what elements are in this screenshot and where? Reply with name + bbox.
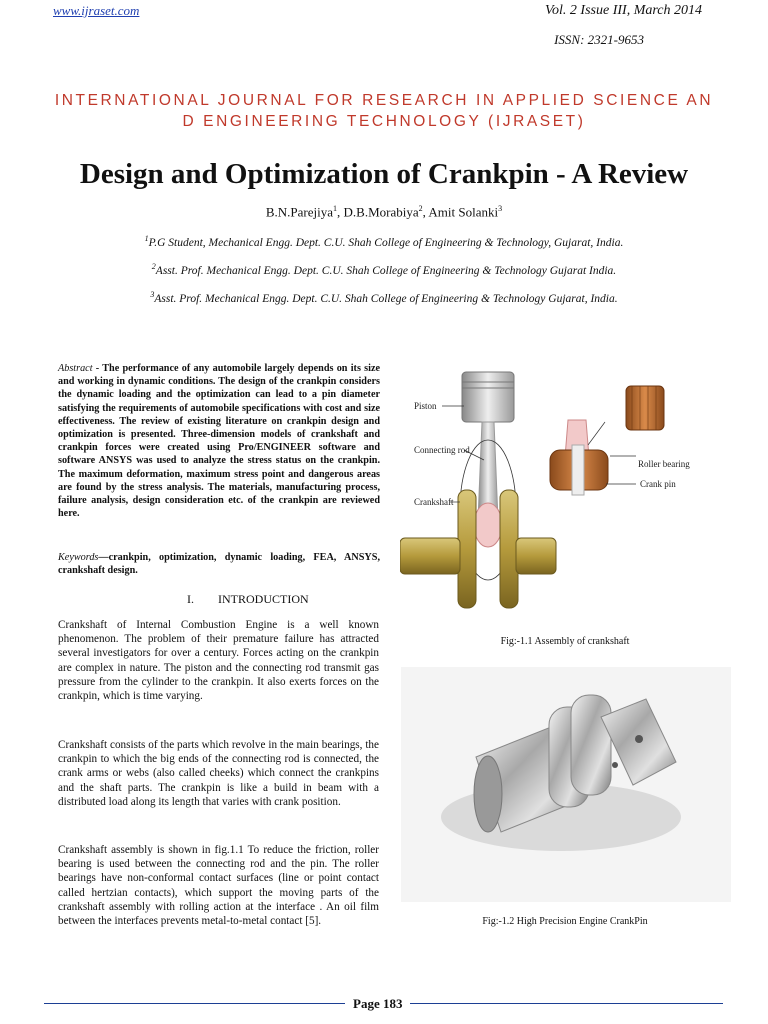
figure-crankshaft-assembly xyxy=(400,350,730,630)
affiliation-text: Asst. Prof. Mechanical Engg. Dept. C.U. Shah College of Engineering & Technology Gujarat India. xyxy=(155,264,617,277)
keywords-text: —crankpin, optimization, dynamic loading, FEA, ANSYS, crankshaft design. xyxy=(58,552,380,577)
section-title: INTRODUCTION xyxy=(218,592,309,606)
section-number: I. xyxy=(187,592,194,606)
journal-website-link[interactable]: www.ijraset.com xyxy=(53,3,140,18)
label-roller-bearing: Roller bearing xyxy=(638,459,690,469)
author-name: Amit Solanki xyxy=(428,204,499,220)
figure-2-caption: Fig:-1.2 High Precision Engine CrankPin xyxy=(482,916,648,927)
crankshaft-assembly-illustration xyxy=(400,350,730,630)
affiliation-sup: 1 xyxy=(144,234,149,243)
author-name: B.N.Parejiya xyxy=(265,204,334,220)
label-connecting-rod: Connecting rod xyxy=(414,445,470,455)
journal-name-line-2: D ENGINEERING TECHNOLOGY (IJRASET) xyxy=(182,113,586,130)
figure-1-caption: Fig:-1.1 Assembly of crankshaft xyxy=(500,636,630,647)
label-crankshaft: Crankshaft xyxy=(414,497,454,507)
affiliation-sup: 3 xyxy=(150,290,155,299)
author-sup: 2 xyxy=(418,204,423,213)
affiliation-sup: 2 xyxy=(151,262,156,271)
affiliation-3 xyxy=(0,290,768,305)
abstract-lead: Abstract xyxy=(58,363,93,374)
journal-name xyxy=(40,90,728,132)
affiliation-text: Asst. Prof. Mechanical Engg. Dept. C.U. Shah College of Engineering & Technology Gujarat, India. xyxy=(154,292,618,305)
affiliation-2 xyxy=(0,262,768,277)
author-sup: 1 xyxy=(333,204,338,213)
journal-name-line-1: INTERNATIONAL JOURNAL FOR RESEARCH IN APPLIED SCIENCE AN xyxy=(54,92,714,109)
label-piston: Piston xyxy=(414,401,437,411)
affiliation-1 xyxy=(0,234,768,249)
intro-paragraph-2: Crankshaft consists of the parts which revolve in the main bearings, the crankpin to which the big ends of the connecting rod is connected, the crank arms or webs (also called cheeks) which connect the crankpins and the shaft parts. The crankpin is like a build in beam with a distributed load along its length that varies with crank position. xyxy=(58,739,379,808)
paper-title: Design and Optimization of Crankpin - A Review xyxy=(79,158,689,190)
intro-paragraph-1: Crankshaft of Internal Combustion Engine is a well known phenomenon. The problem of their premature failure has attracted several investigators for over a century. Forces acting on the crankpin are complex in nature. The piston and the connecting rod transmit gas pressure from the cylinder to the crankpin. It also exerts forces on the crankpin, which is time varying. xyxy=(58,619,379,703)
author-name: D.B.Morabiya xyxy=(343,204,419,220)
abstract-text: - The performance of any automobile largely depends on its size and working in dynamic conditions. The design of the crankpin considers the dynamic loading and the optimization can lead to a pin diameter satisfying the requirements of automobile specifications with cost and size effectiveness. The review of existing literature on crankpin design and optimization is presented. Three-dimension models of crankshaft and crankpin forces were created using Pro/ENGINEER software and software ANSYS was used to analyze the stress status on the crankpin. The maximum deformation, maximum stress point and dangerous areas are found by the stress analysis. The materials, manufacturing process, failure analysis, design consideration etc. of the crankpin are reviewed here. xyxy=(58,363,380,520)
affiliation-text: P.G Student, Mechanical Engg. Dept. C.U. Shah College of Engineering & Technology, Gujarat, India. xyxy=(148,236,624,249)
intro-paragraph-3: Crankshaft assembly is shown in fig.1.1 To reduce the friction, roller bearing is used between the connecting rod and the pin. The roller bearings have non-conformal contact surfaces (line or point contact called hertzian contacts), which support the moving parts of the crankshaft assembly with rolling action at the interface . An oil film between the interfaces prevents metal-to-metal contact [5]. xyxy=(58,844,379,928)
abstract xyxy=(58,362,380,520)
keywords xyxy=(58,551,380,577)
volume-info: Vol. 2 Issue III, March 2014 xyxy=(545,3,702,18)
figure-crankpin-photo xyxy=(401,667,731,902)
issn: ISSN: 2321-9653 xyxy=(554,32,644,47)
page-number: Page 183 xyxy=(345,996,410,1012)
author-list: B.N.Parejiya$^1$, D.B.Morabiya$^2$, Amit Solanki$^3$ xyxy=(265,204,503,220)
author-sup: 3 xyxy=(498,204,503,213)
label-crank-pin: Crank pin xyxy=(640,479,676,489)
keywords-lead: Keywords xyxy=(58,552,99,563)
crankpin-photo-illustration xyxy=(401,667,731,902)
